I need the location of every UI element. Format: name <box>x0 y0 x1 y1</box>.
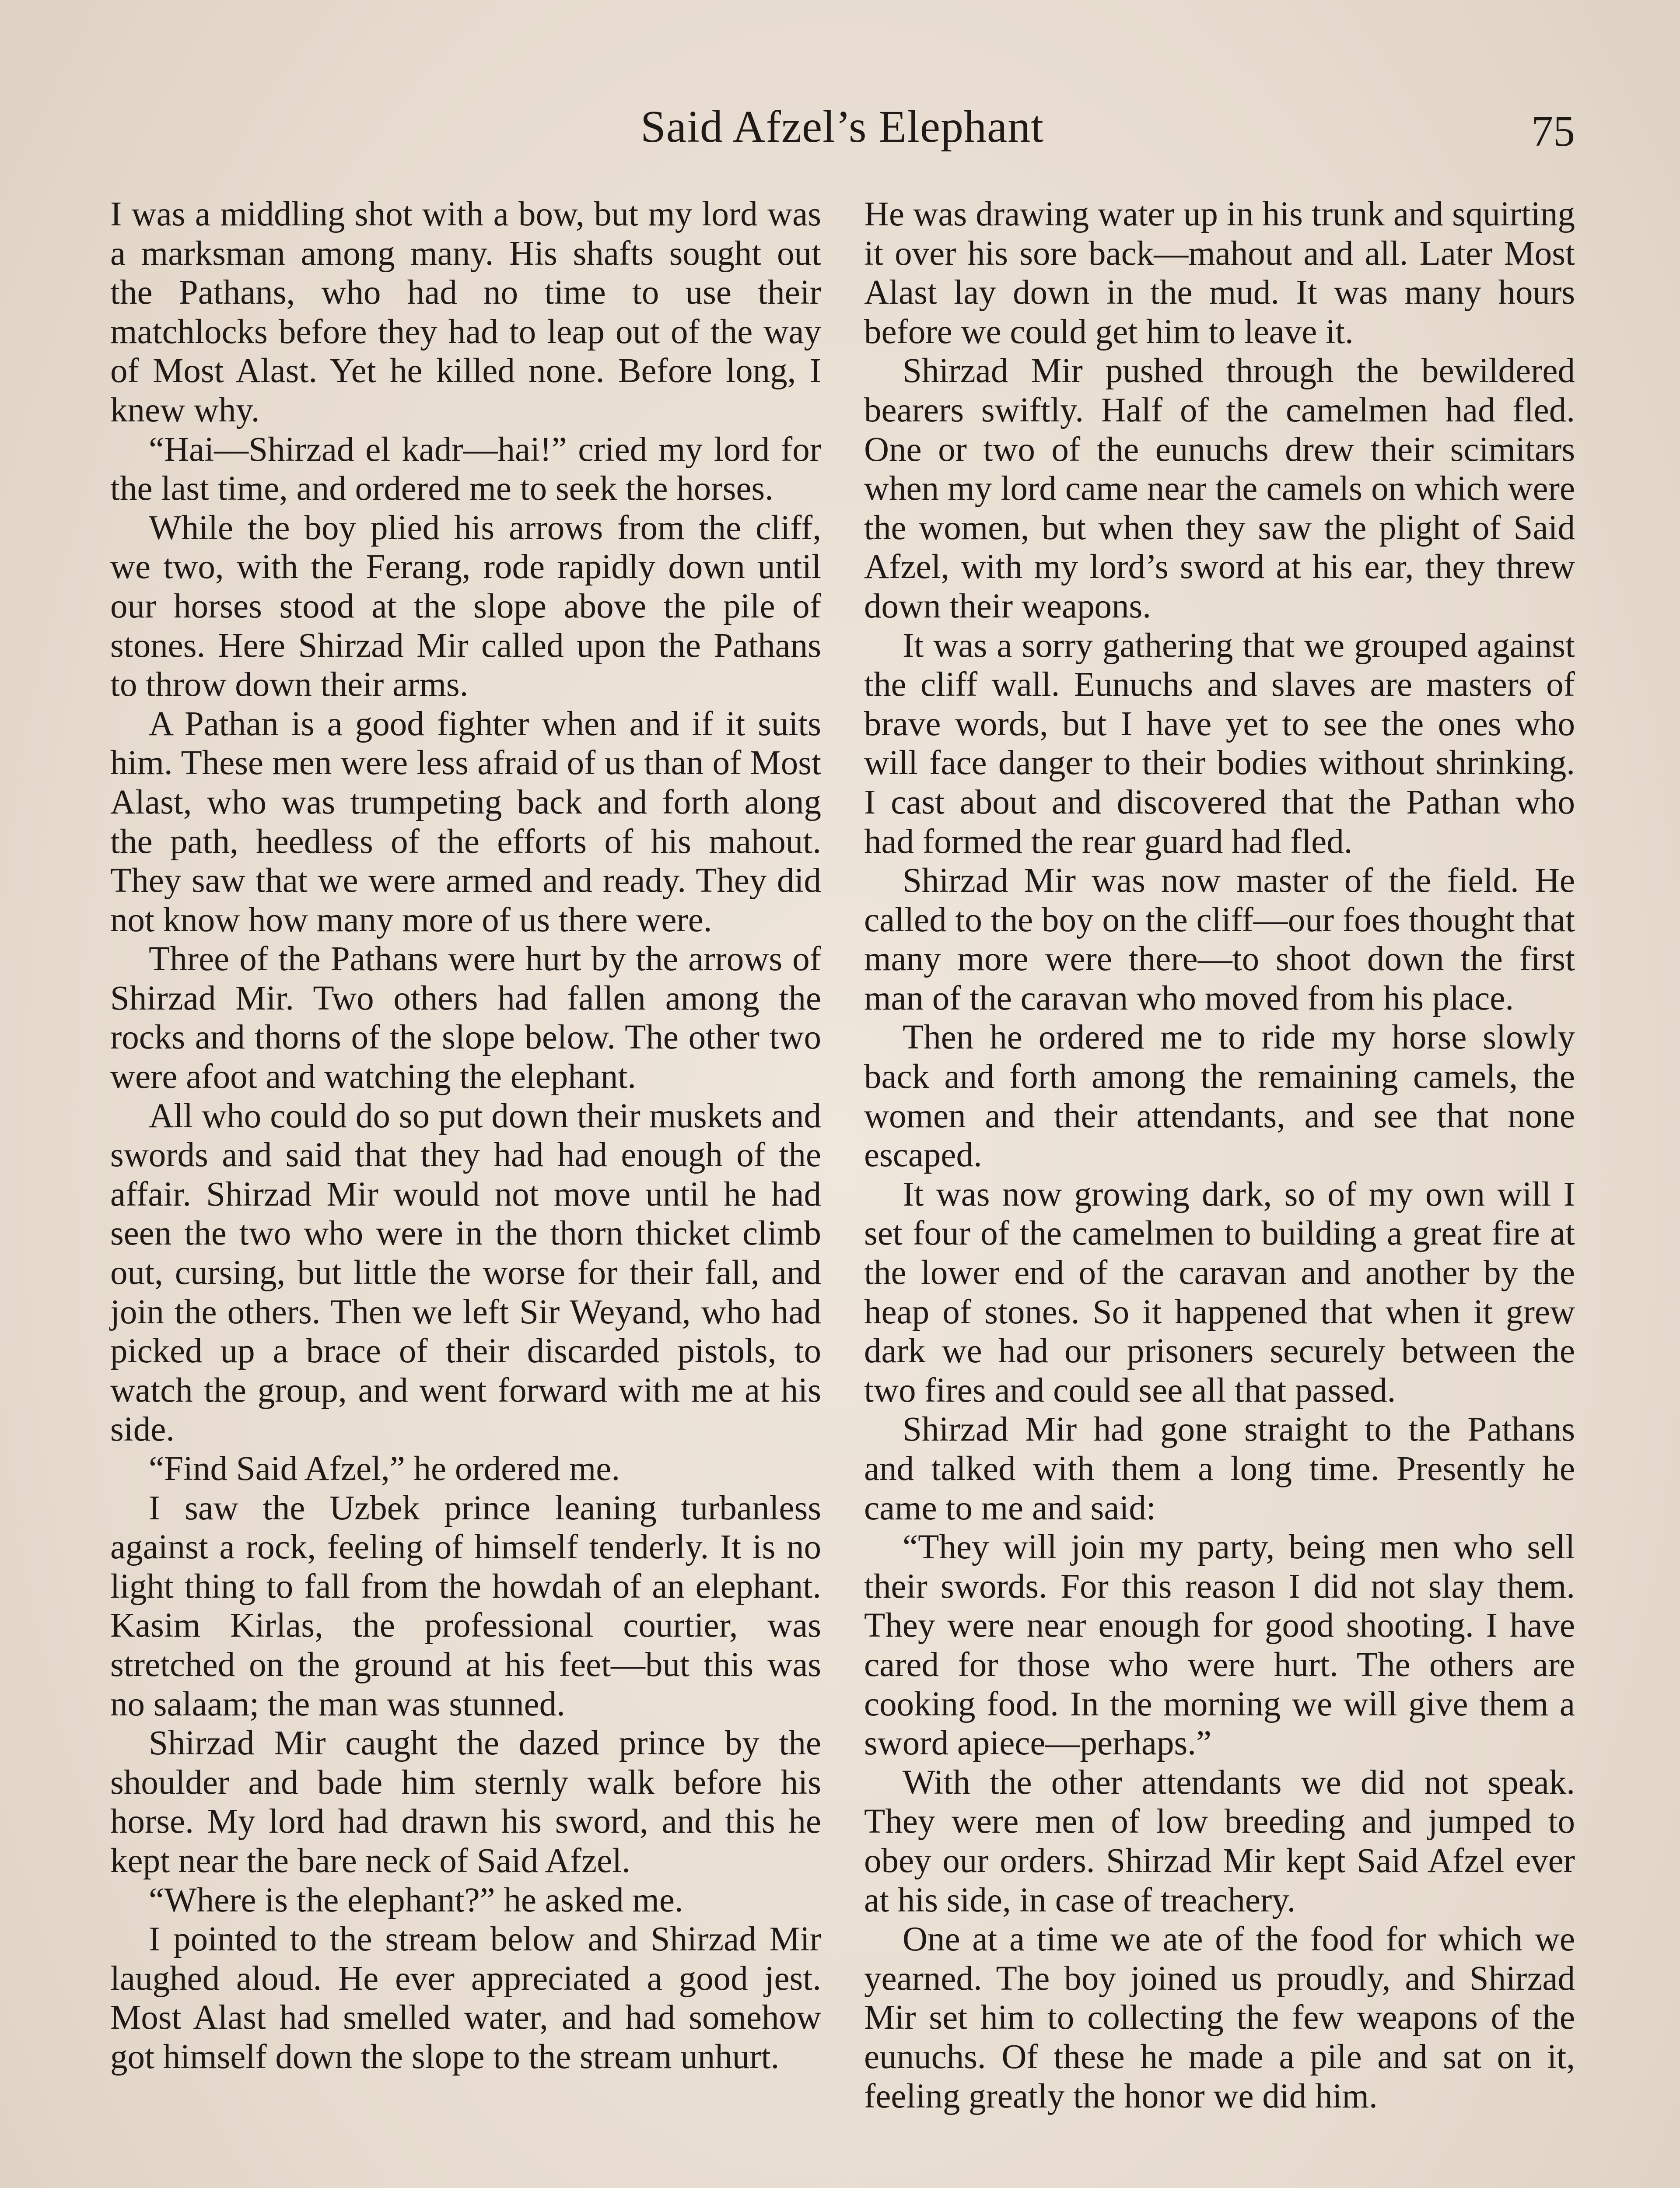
paragraph: It was a sorry gathering that we grouped against the cliff wall. Eunuchs and slaves are masters of brave words, but I have yet to see the ones who will face danger to their bodies without shrinking. I cast about and discovered that the Pathan who had formed the rear guard had fled. <box>864 626 1575 861</box>
paragraph: Shirzad Mir pushed through the bewildered bearers swiftly. Half of the camelmen had fled. One or two of the eunuchs drew their scimitars when my lord came near the camels on which were the women, but when they saw the plight of Said Afzel, with my lord’s sword at his ear, they threw down their weapons. <box>864 352 1575 625</box>
paragraph: All who could do so put down their muskets and swords and said that they had had enough of the affair. Shirzad Mir would not move until he had seen the two who were in the thorn thicket climb out, cursing, but little the worse for their fall, and join the others. Then we left Sir Weyand, who had picked up a brace of their discarded pistols, to watch the group, and went forward with me at his side. <box>110 1097 821 1449</box>
right-text-column <box>864 195 1575 2116</box>
paragraph: He was drawing water up in his trunk and squirting it over his sore back—mahout and all. Later Most Alast lay down in the mud. It was many hours before we could get him to leave it. <box>864 195 1575 351</box>
paragraph: It was now growing dark, so of my own will I set four of the camelmen to building a great fire at the lower end of the caravan and another by the heap of stones. So it happened that when it grew dark we had our prisoners securely between the two fires and could see all that passed. <box>864 1175 1575 1410</box>
paragraph: Shirzad Mir was now master of the field. He called to the boy on the cliff—our foes thought that many more were there—to shoot down the first man of the caravan who moved from his place. <box>864 862 1575 1017</box>
paragraph: “Where is the elephant?” he asked me. <box>149 1881 683 1919</box>
paragraph: Shirzad Mir had gone straight to the Pathans and talked with them a long time. Presently he came to me and said: <box>864 1410 1575 1527</box>
paragraph: Shirzad Mir caught the dazed prince by the shoulder and bade him sternly walk before his horse. My lord had drawn his sword, and this he kept near the bare neck of Said Afzel. <box>110 1724 821 1880</box>
running-header <box>109 94 1575 160</box>
paragraph: Then he ordered me to ride my horse slowly back and forth among the remaining camels, the women and their attendants, and see that none escaped. <box>864 1018 1575 1175</box>
paragraph: One at a time we ate of the food for which we yearned. The boy joined us proudly, and Shirzad Mir set him to collecting the few weapons of the eunuchs. Of these he made a pile and sat on it, feeling greatly the honor we did him. <box>864 1920 1575 2115</box>
paragraph: “Hai—Shirzad el kadr—hai!” cried my lord for the last time, and ordered me to seek the horses. <box>110 430 821 508</box>
paragraph: With the other attendants we did not speak. They were men of low breeding and jumped to obey our orders. Shirzad Mir kept Said Afzel ever at his side, in case of treachery. <box>864 1763 1575 1919</box>
left-text-column <box>110 195 821 2077</box>
page-number: 75 <box>1531 107 1575 155</box>
paragraph: Three of the Pathans were hurt by the arrows of Shirzad Mir. Two others had fallen among the rocks and thorns of the slope below. The other two were afoot and watching the elephant. <box>110 940 821 1096</box>
paragraph: “Find Said Afzel,” he ordered me. <box>149 1450 620 1488</box>
chapter-title: Said Afzel’s Elephant <box>640 102 1044 152</box>
paragraph: I was a middling shot with a bow, but my lord was a marksman among many. His shafts sought out the Pathans, who had no time to use their matchlocks before they had to leap out of the way of Most Alast. Yet he killed none. Before long, I knew why. <box>110 195 821 429</box>
paragraph: I saw the Uzbek prince leaning turbanless against a rock, feeling of himself tenderly. It is no light thing to fall from the howdah of an elephant. Kasim Kirlas, the professional courtier, was stretched on the ground at his feet—but this was no salaam; the man was stunned. <box>110 1489 821 1723</box>
paragraph: “They will join my party, being men who sell their swords. For this reason I did not slay them. They were near enough for good shooting. I have cared for those who were hurt. The others are cooking food. In the morning we will give them a sword apiece—perhaps.” <box>864 1528 1575 1763</box>
paragraph: While the boy plied his arrows from the cliff, we two, with the Ferang, rode rapidly down until our horses stood at the slope above the pile of stones. Here Shirzad Mir called upon the Pathans to throw down their arms. <box>110 508 821 704</box>
paragraph: I pointed to the stream below and Shirzad Mir laughed aloud. He ever appreciated a good jest. Most Alast had smelled water, and had somehow got himself down the slope to the stream unhurt. <box>110 1920 821 2076</box>
paragraph: A Pathan is a good fighter when and if it suits him. These men were less afraid of us than of Most Alast, who was trumpeting back and forth along the path, heedless of the efforts of his mahout. They saw that we were armed and ready. They did not know how many more of us there were. <box>110 705 821 939</box>
